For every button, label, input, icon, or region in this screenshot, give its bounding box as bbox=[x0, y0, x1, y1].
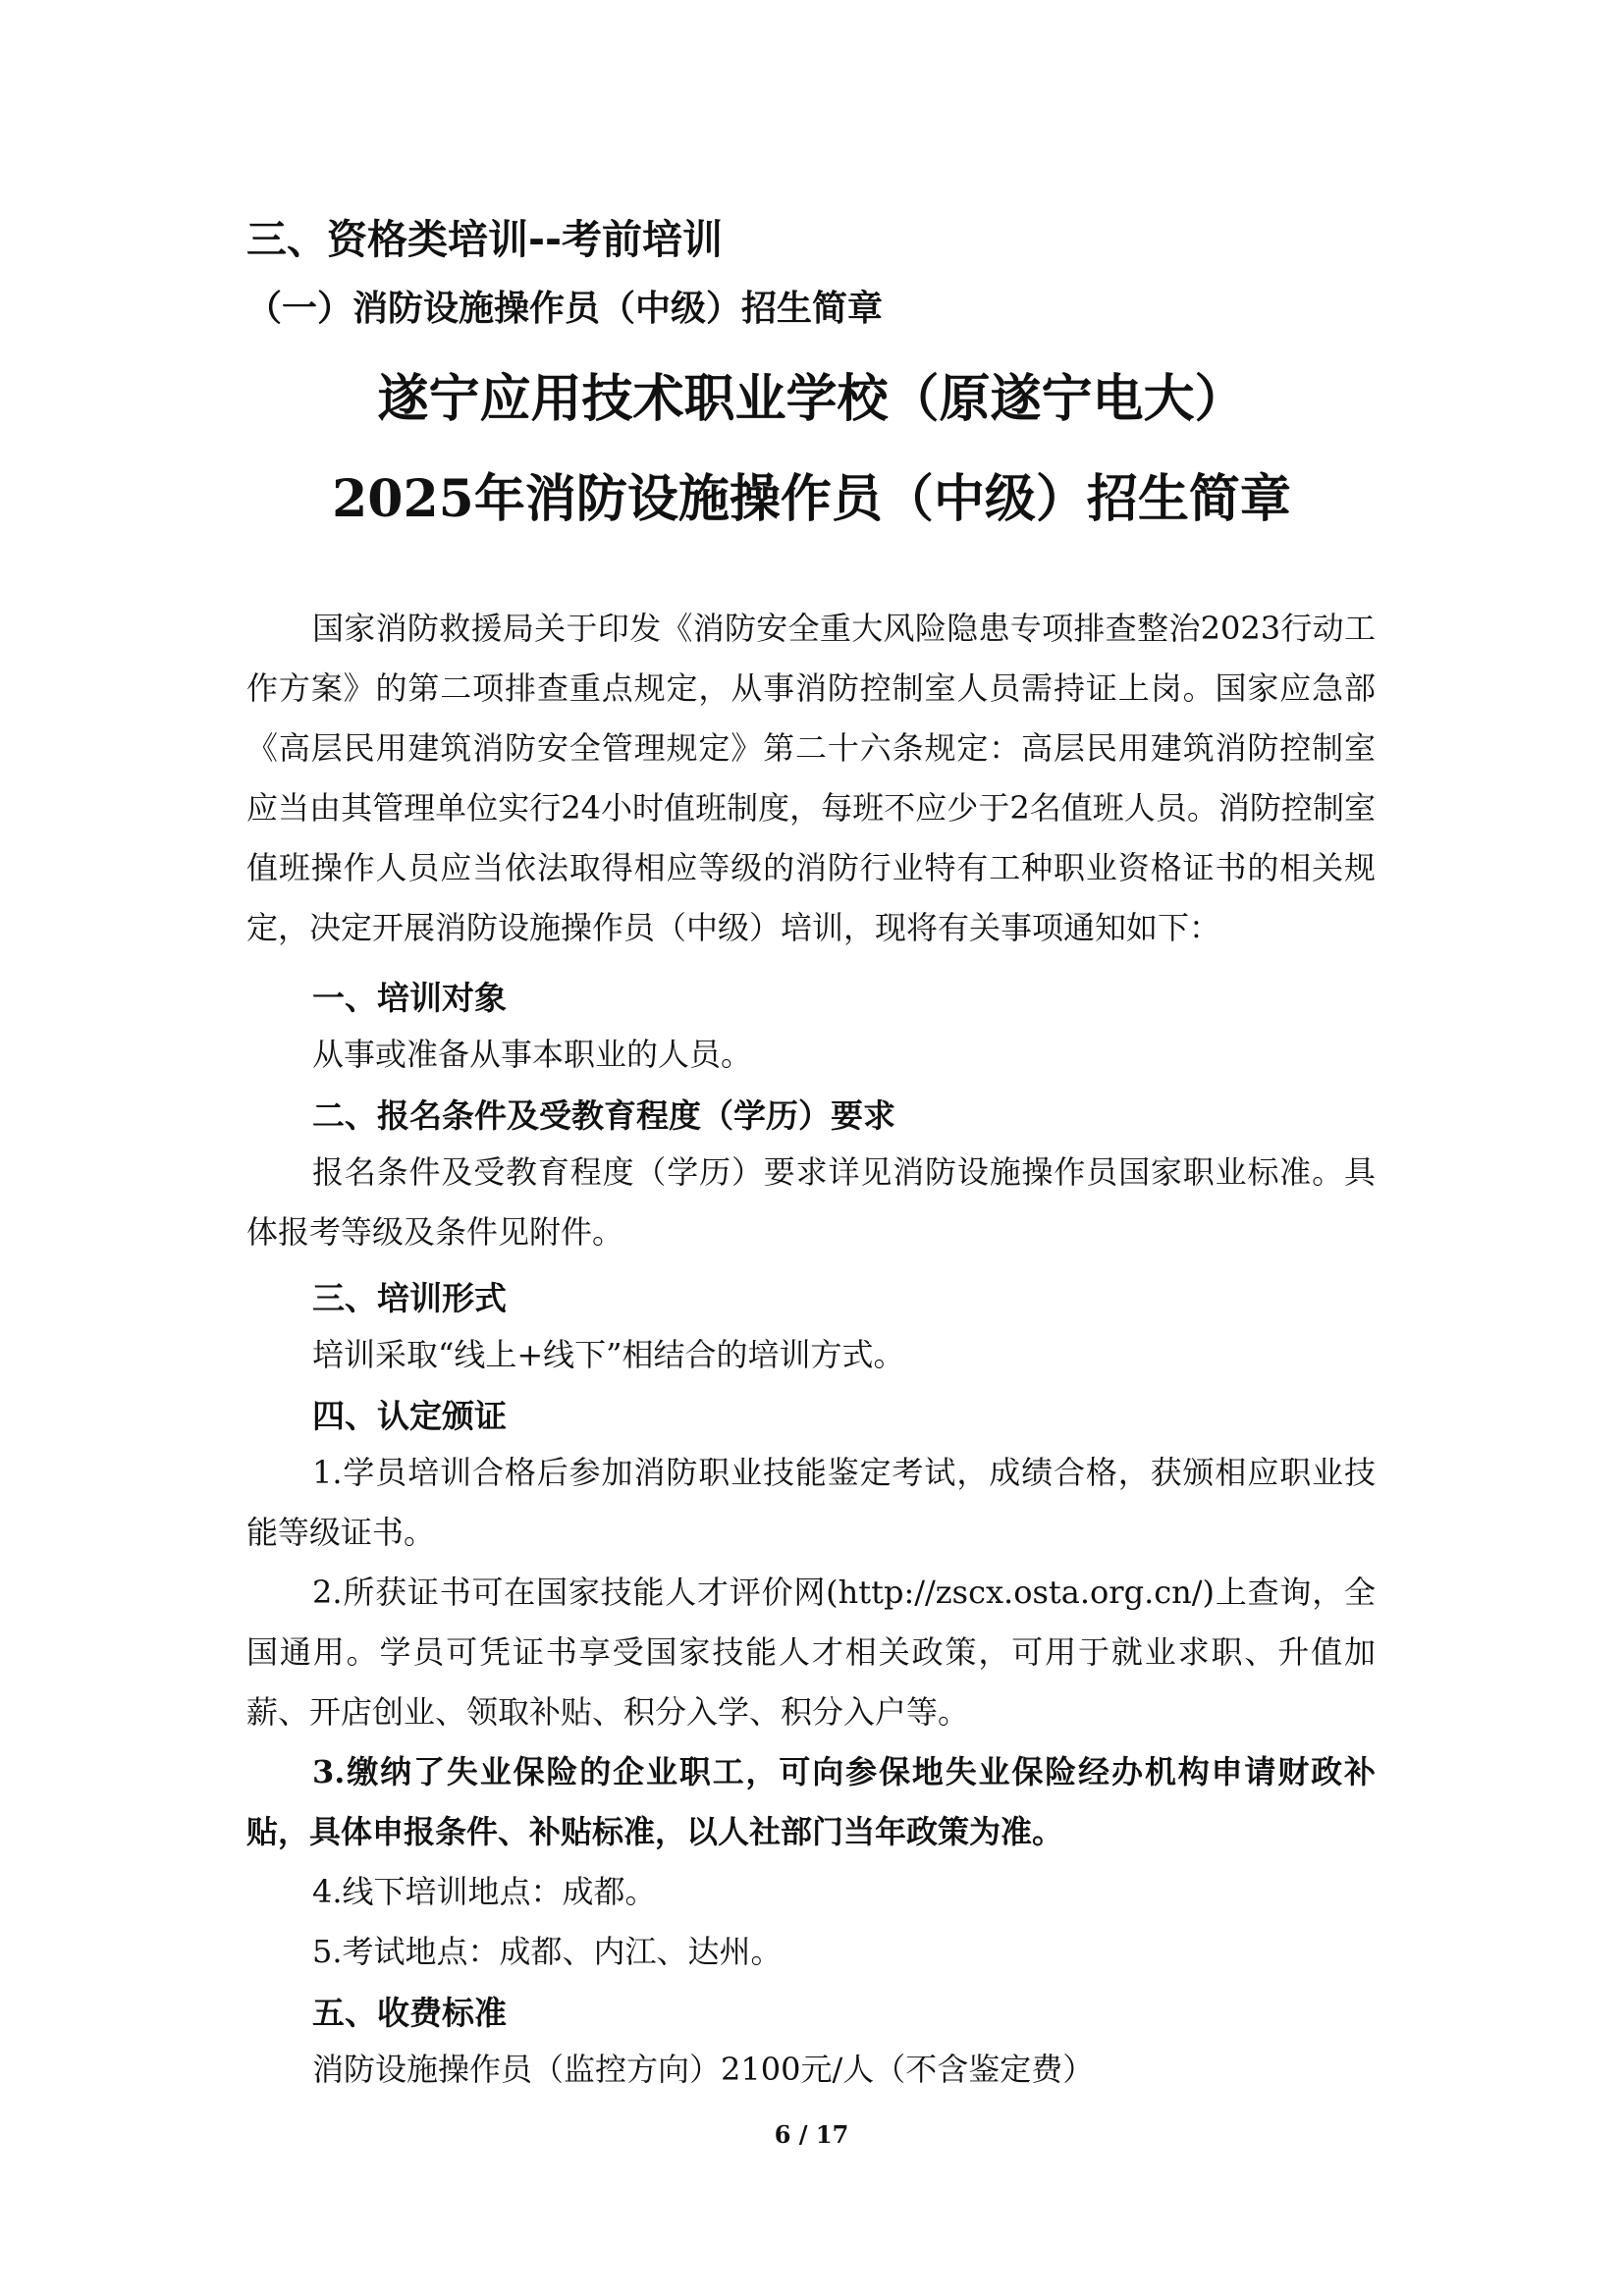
section-body-5: 消防设施操作员（监控方向）2100元/人（不含鉴定费） bbox=[312, 2051, 1095, 2088]
section-item-4-1: 1.学员培训合格后参加消防职业技能鉴定考试，成绩合格，获颁相应职业技能等级证书。 bbox=[246, 1454, 1376, 1551]
section-heading-4: 四、认定颁证 bbox=[312, 1397, 507, 1435]
section-body-1: 从事或准备从事本职业的人员。 bbox=[312, 1036, 753, 1073]
section-heading-1: 一、培训对象 bbox=[312, 979, 507, 1017]
section-item-4-5: 5.考试地点：成都、内江、达州。 bbox=[312, 1933, 783, 1970]
section-heading-2: 二、报名条件及受教育程度（学历）要求 bbox=[312, 1096, 895, 1135]
section-heading-5: 五、收费标准 bbox=[312, 1994, 507, 2032]
section-item-4-2: 2.所获证书可在国家技能人才评价网(http://zscx.osta.org.cn/)上查询，全国通用。学员可凭证书享受国家技能人才相关政策，可用于就业求职、升值加薪、开店创业、领取补贴、积分入学、积分入户等。 bbox=[246, 1574, 1376, 1731]
sub-title: （一）消防设施操作员（中级）招生简章 bbox=[246, 289, 884, 329]
section-title: 三、资格类培训--考前培训 bbox=[246, 216, 724, 263]
section-body-3: 培训采取“线上+线下”相结合的培训方式。 bbox=[312, 1336, 905, 1373]
section-body-2: 报名条件及受教育程度（学历）要求详见消防设施操作员国家职业标准。具体报考等级及条件见附件。 bbox=[246, 1153, 1376, 1251]
page-number: 6 / 17 bbox=[774, 2120, 849, 2149]
main-title-line1: 遂宁应用技术职业学校（原遂宁电大） bbox=[377, 369, 1246, 429]
section-item-4-3: 3.缴纳了失业保险的企业职工，可向参保地失业保险经办机构申请财政补贴，具体申报条件、补贴标准，以人社部门当年政策为准。 bbox=[246, 1753, 1376, 1850]
section-item-4-4: 4.线下培训地点：成都。 bbox=[312, 1873, 657, 1910]
main-title-line2: 2025年消防设施操作员（中级）招生简章 bbox=[332, 469, 1291, 529]
intro-paragraph: 国家消防救援局关于印发《消防安全重大风险隐患专项排查整治2023行动工作方案》的第二项排查重点规定，从事消防控制室人员需持证上岗。国家应急部《高层民用建筑消防安全管理规定》第二十六条规定：高层民用建筑消防控制室应当由其管理单位实行24小时值班制度，每班不应少于2名值班人员。消防控制室值班操作人员应当依法取得相应等级的消防行业特有工种职业资格证书的相关规定，决定开展消防设施操作员（中级）培训，现将有关事项通知如下： bbox=[246, 610, 1376, 946]
section-heading-3: 三、培训形式 bbox=[312, 1279, 507, 1317]
